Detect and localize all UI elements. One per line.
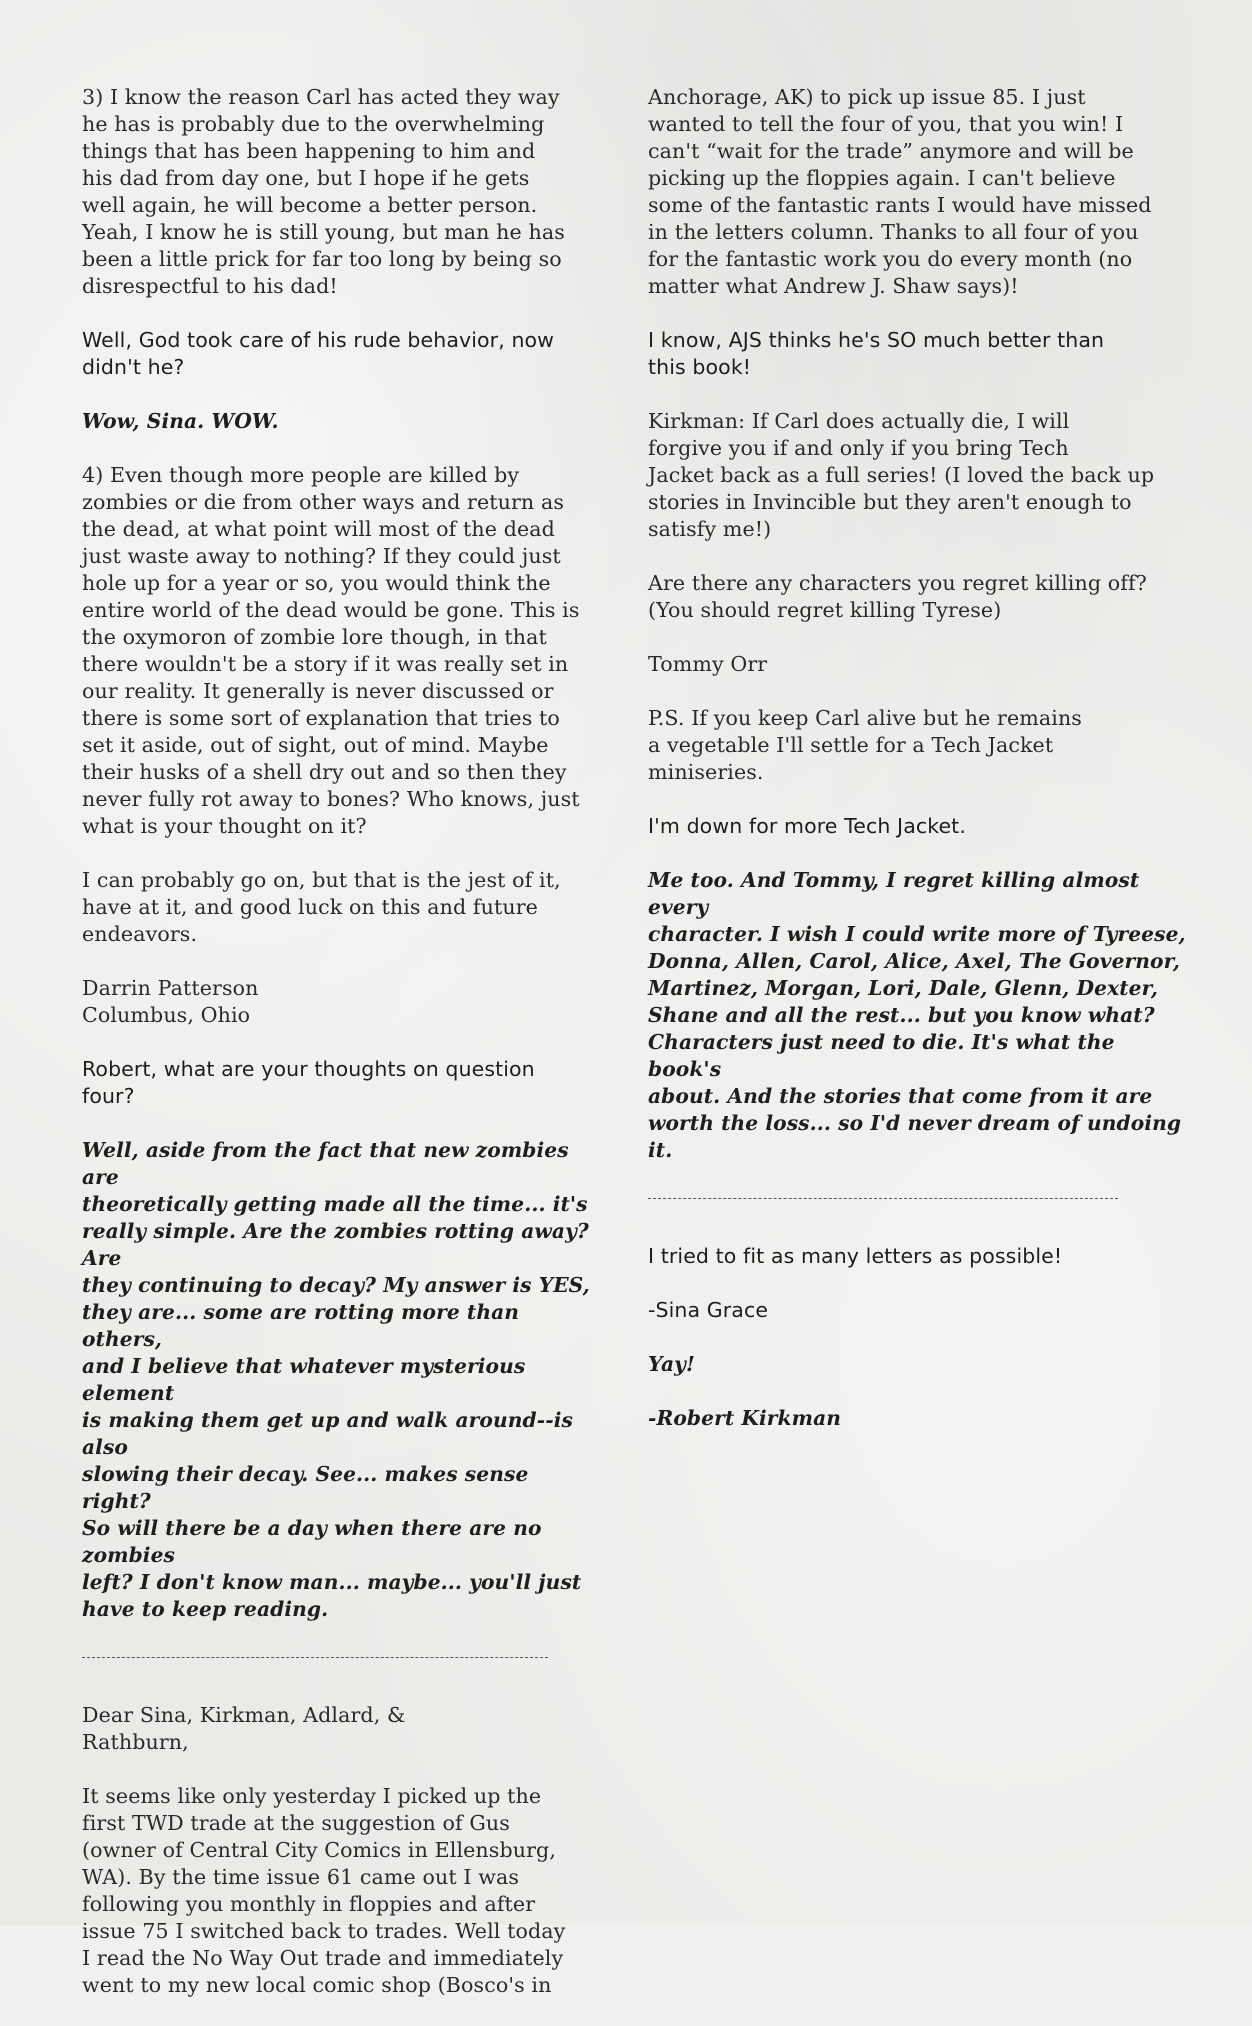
text-line: there is some sort of explanation that tries to — [82, 706, 560, 730]
text-line: Dear Sina, Kirkman, Adlard, & — [82, 1703, 406, 1727]
text-line: his dad from day one, but I hope if he gets — [82, 166, 530, 190]
closing-note-yay — [648, 1351, 1188, 1378]
text-line: 3) I know the reason Carl has acted they way — [82, 85, 560, 109]
text-line: left? I don't know man... maybe... you'll just — [82, 1570, 582, 1594]
text-line: set it aside, out of sight, out of mind. Maybe — [82, 733, 549, 757]
text-line: there wouldn't be a story if it was really set in — [82, 652, 569, 676]
text-line: Donna, Allen, Carol, Alice, Axel, The Governor, — [648, 949, 1180, 973]
text-line: Well, aside from the fact that new zombies are — [82, 1138, 569, 1189]
text-line: picking up the floppies again. I can't believe — [648, 166, 1116, 190]
editor-reply-robert-question — [82, 1056, 602, 1110]
text-line: Tommy Orr — [648, 652, 768, 676]
letter-signature — [82, 975, 602, 1029]
closing-note-sina — [648, 1243, 1188, 1270]
text-line: he has is probably due to the overwhelming — [82, 112, 545, 136]
text-line: they are... some are rotting more than others, — [82, 1300, 520, 1351]
text-line: Wow, Sina. WOW. — [82, 409, 279, 433]
section-divider — [82, 1657, 548, 1658]
text-line: Robert, what are your thoughts on question — [82, 1057, 535, 1081]
text-line: Yay! — [648, 1352, 695, 1376]
text-line: hole up for a year or so, you would think the — [82, 571, 551, 595]
text-line: Shane and all the rest... but you know what? — [648, 1003, 1155, 1027]
text-line: miniseries. — [648, 760, 764, 784]
text-line: entire world of the dead would be gone. This is — [82, 598, 580, 622]
text-line: wanted to tell the four of you, that you win! I — [648, 112, 1124, 136]
text-line: Kirkman: If Carl does actually die, I will — [648, 409, 1070, 433]
text-line: didn't he? — [82, 355, 185, 379]
text-line: our reality. It generally is never discussed or — [82, 679, 554, 703]
text-line: -Robert Kirkman — [648, 1406, 842, 1430]
text-line: -Sina Grace — [648, 1298, 769, 1322]
letter-paragraph-question-3 — [82, 84, 602, 300]
text-line: WA). By the time issue 61 came out I was — [82, 1865, 520, 1889]
letter-body-continued — [648, 84, 1188, 300]
letter-paragraph-regret — [648, 570, 1188, 624]
text-line: is making them get up and walk around--is also — [82, 1408, 573, 1459]
text-line: Me too. And Tommy, I regret killing almost every — [648, 868, 1140, 919]
closing-signature-robert — [648, 1405, 1188, 1432]
editor-reply-tech-jacket — [648, 813, 1188, 840]
text-line: matter what Andrew J. Shaw says)! — [648, 274, 1019, 298]
text-line: So will there be a day when there are no zombies — [82, 1516, 542, 1567]
text-line: Well, God took care of his rude behavior, now — [82, 328, 555, 352]
section-divider-right — [648, 1198, 1118, 1199]
text-line: P.S. If you keep Carl alive but he remains — [648, 706, 1082, 730]
right-column — [648, 84, 1188, 1459]
text-line: character. I wish I could write more of Tyreese, — [648, 922, 1186, 946]
text-line: this book! — [648, 355, 752, 379]
text-line: I tried to fit as many letters as possible! — [648, 1244, 1063, 1268]
text-line: have at it, and good luck on this and future — [82, 895, 538, 919]
text-line: I'm down for more Tech Jacket. — [648, 814, 966, 838]
left-column — [82, 84, 602, 2026]
text-line: I read the No Way Out trade and immediately — [82, 1946, 564, 1970]
text-line: never fully rot away to bones? Who knows, just — [82, 787, 580, 811]
text-line: in the letters column. Thanks to all four of you — [648, 220, 1139, 244]
text-line: can't “wait for the trade” anymore and will be — [648, 139, 1134, 163]
text-line: Jacket back as a full series! (I loved the back up — [648, 463, 1155, 487]
text-line: worth the loss... so I'd never dream of undoing it. — [648, 1111, 1182, 1162]
letter-signature-tommy — [648, 651, 1188, 678]
letter-paragraph-kirkman-carl — [648, 408, 1188, 543]
text-line: stories in Invincible but they aren't enough to — [648, 490, 1132, 514]
text-line: disrespectful to his dad! — [82, 274, 338, 298]
text-line: Anchorage, AK) to pick up issue 85. I just — [648, 85, 1086, 109]
text-line: I can probably go on, but that is the jest of it, — [82, 868, 561, 892]
editor-reply-ajs — [648, 327, 1188, 381]
text-line: four? — [82, 1084, 135, 1108]
text-line: Darrin Patterson — [82, 976, 259, 1000]
text-line: really simple. Are the zombies rotting away? Are — [82, 1219, 589, 1270]
text-line: been a little prick for far too long by being so — [82, 247, 562, 271]
text-line: Martinez, Morgan, Lori, Dale, Glenn, Dexter, — [648, 976, 1158, 1000]
text-line: just waste away to nothing? If they could just — [82, 544, 561, 568]
text-line: following you monthly in floppies and after — [82, 1892, 536, 1916]
text-line: 4) Even though more people are killed by — [82, 463, 520, 487]
text-line: the oxymoron of zombie lore though, in that — [82, 625, 547, 649]
text-line: what is your thought on it? — [82, 814, 367, 838]
text-line: Are there any characters you regret killing off? — [648, 571, 1147, 595]
text-line: some of the fantastic rants I would have missed — [648, 193, 1152, 217]
text-line: It seems like only yesterday I picked up the — [82, 1784, 542, 1808]
text-line: endeavors. — [82, 922, 198, 946]
text-line: their husks of a shell dry out and so then they — [82, 760, 567, 784]
text-line: things that has been happening to him and — [82, 139, 536, 163]
letter-salutation — [82, 1702, 602, 1756]
text-line: Yeah, I know he is still young, but man he has — [82, 220, 565, 244]
text-line: the dead, at what point will most of the dead — [82, 517, 555, 541]
text-line: zombies or die from other ways and return as — [82, 490, 564, 514]
kirkman-reply-zombies — [82, 1137, 602, 1623]
text-line: slowing their decay. See... makes sense right? — [82, 1462, 529, 1513]
text-line: well again, he will become a better person. — [82, 193, 538, 217]
editor-reply-god — [82, 327, 602, 381]
text-line: for the fantastic work you do every month (no — [648, 247, 1133, 271]
text-line: issue 75 I switched back to trades. Well today — [82, 1919, 566, 1943]
text-line: Rathburn, — [82, 1730, 189, 1754]
text-line: Columbus, Ohio — [82, 1003, 251, 1027]
letter-paragraph-closing — [82, 867, 602, 948]
text-line: and I believe that whatever mysterious element — [82, 1354, 526, 1405]
letter-body — [82, 1783, 602, 1999]
text-line: forgive you if and only if you bring Tech — [648, 436, 1069, 460]
text-line: went to my new local comic shop (Bosco's in — [82, 1973, 552, 1997]
text-line: they continuing to decay? My answer is YES, — [82, 1273, 590, 1297]
text-line: Characters just need to die. It's what the book's — [648, 1030, 1115, 1081]
text-line: theoretically getting made all the time... it's — [82, 1192, 588, 1216]
text-line: have to keep reading. — [82, 1597, 329, 1621]
text-line: (owner of Central City Comics in Ellensburg, — [82, 1838, 556, 1862]
text-line: first TWD trade at the suggestion of Gus — [82, 1811, 510, 1835]
text-line: satisfy me!) — [648, 517, 772, 541]
text-line: a vegetable I'll settle for a Tech Jacket — [648, 733, 1054, 757]
closing-signature-sina — [648, 1297, 1188, 1324]
text-line: I know, AJS thinks he's SO much better than — [648, 328, 1105, 352]
kirkman-reply-me-too — [648, 867, 1188, 1164]
text-line: (You should regret killing Tyrese) — [648, 598, 1002, 622]
letter-paragraph-question-4 — [82, 462, 602, 840]
letter-postscript — [648, 705, 1188, 786]
editor-reply-wow — [82, 408, 602, 435]
text-line: about. And the stories that come from it are — [648, 1084, 1153, 1108]
